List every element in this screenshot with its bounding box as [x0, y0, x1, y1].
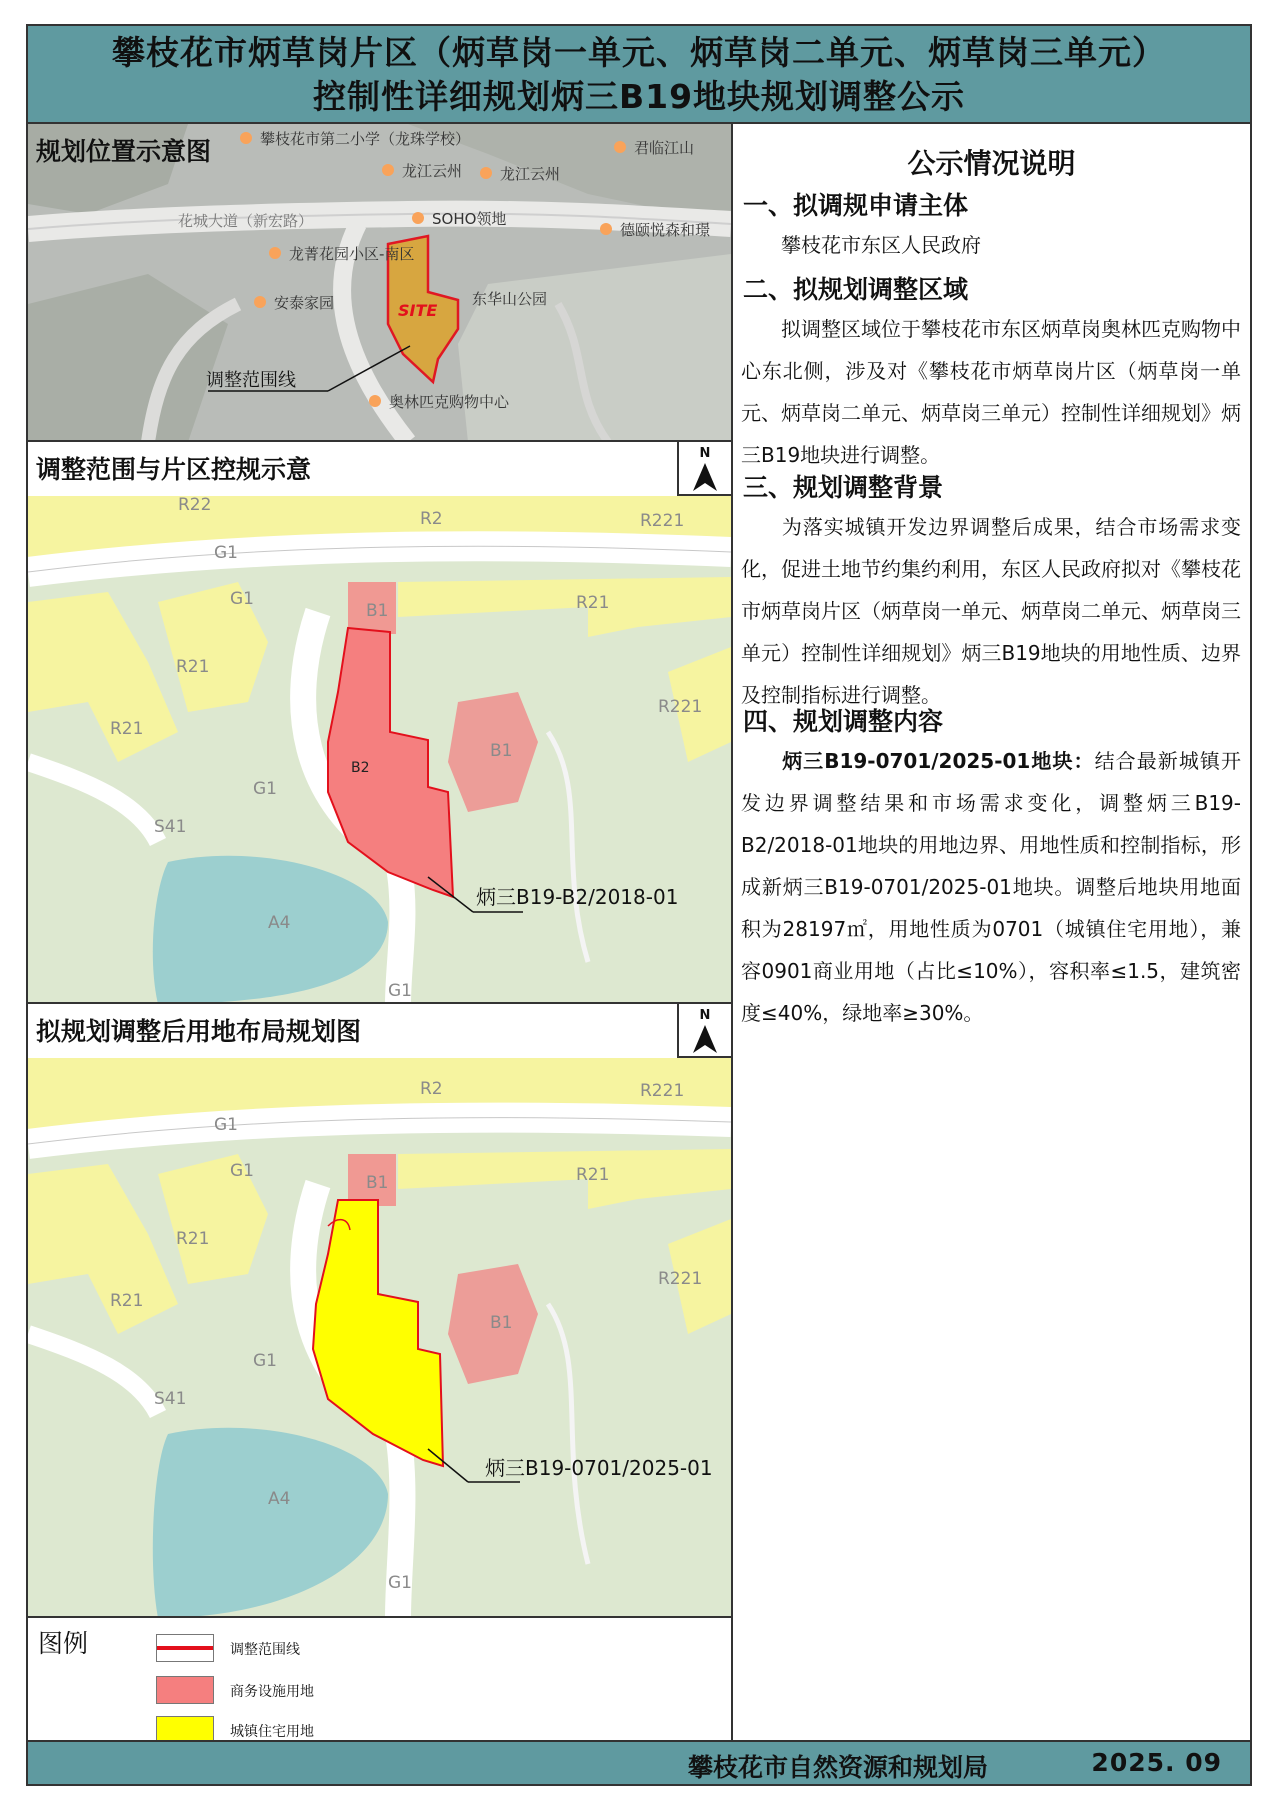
poi-label: SOHO领地 — [432, 210, 507, 228]
area-text: 拟调整区域位于攀枝花市东区炳草岗奥林匹克购物中心东北侧，涉及对《攀枝花市炳草岗片区（炳草岗一单元、炳草岗二单元、炳草岗三单元）控制性详细规划》炳三B19地块进行调整。 — [741, 317, 1241, 467]
north-label: N — [699, 1008, 711, 1023]
section-body — [741, 224, 1241, 266]
current-map-title: 调整范围与片区控规示意 — [36, 455, 312, 484]
location-map-title: 规划位置示意图 — [36, 137, 212, 166]
site-label: SITE — [398, 301, 438, 320]
commercial-swatch — [156, 1676, 214, 1704]
maps-column — [28, 124, 733, 1744]
notice-column — [733, 124, 1250, 1744]
zone-label: G1 — [214, 543, 238, 563]
footer-org: 攀枝花市自然资源和规划局 — [688, 1753, 989, 1782]
current-map-panel — [28, 442, 731, 1004]
page-title-line-2: 控制性详细规划炳三B19地块规划调整公示 — [312, 77, 966, 116]
poi-label: 安泰家园 — [274, 294, 335, 312]
parcel-label: B2 — [351, 760, 370, 776]
legend-label: 调整范围线 — [230, 1642, 300, 1658]
north-arrow-icon — [690, 1025, 720, 1053]
location-map — [28, 124, 731, 442]
content-text: 结合最新城镇开发边界调整结果和市场需求变化，调整炳三B19-B2/2018-01地块的用地边界、用地性质和控制指标，形成新炳三B19-0701/2025-01地块。调整后地块用地面积为28197㎡，用地性质为0701（城镇住宅用地），兼容0901商业用地（占比≤10%），容积率≤1.5，建筑密度≤40%，绿地率≥30%。 — [741, 749, 1241, 1025]
parcel-callout: 炳三B19-0701/2025-01 — [485, 1456, 713, 1480]
poi-label: 君临江山 — [634, 139, 695, 157]
poi-label: 德颐悦森和璟 — [620, 221, 711, 239]
zone-label: G1 — [388, 981, 412, 1001]
poi-label: 龙江云州 — [402, 162, 463, 180]
zone-label: R22 — [178, 495, 212, 515]
parcel-lead: 炳三B19-0701/2025-01地块： — [781, 749, 1095, 773]
zone-label: G1 — [253, 1351, 277, 1371]
road-label: 花城大道（新宏路） — [178, 212, 314, 230]
zone-label: R2 — [420, 509, 443, 529]
notice-title: 公示情况说明 — [907, 147, 1076, 180]
adjusted-map-panel — [28, 1004, 731, 1618]
section-body — [741, 740, 1241, 1034]
adjusted-map-title: 拟规划调整后用地布局规划图 — [36, 1017, 362, 1046]
section-body — [741, 506, 1241, 716]
zone-label: R21 — [576, 1165, 610, 1185]
zone-label: S41 — [154, 1389, 187, 1409]
boundary-line-swatch — [156, 1634, 214, 1662]
zone-label: G1 — [230, 589, 254, 609]
legend-label: 城镇住宅用地 — [230, 1724, 314, 1740]
zone-label: G1 — [388, 1573, 412, 1593]
current-plan-map — [28, 442, 731, 1004]
zone-label: A4 — [268, 1489, 291, 1509]
zone-label: G1 — [230, 1161, 254, 1181]
zone-label: R221 — [658, 1269, 703, 1289]
footer-date: 2025. 09 — [1091, 1748, 1222, 1777]
footer — [28, 1740, 1250, 1784]
zone-label: R221 — [640, 511, 685, 531]
zone-label: R221 — [658, 697, 703, 717]
north-arrow — [677, 1004, 731, 1058]
zone-label: S41 — [154, 817, 187, 837]
legend-label: 商务设施用地 — [230, 1684, 314, 1700]
title-bar — [28, 26, 1250, 124]
zone-label: B1 — [366, 1173, 389, 1193]
north-label: N — [699, 446, 711, 461]
section-heading: 三、规划调整背景 — [743, 473, 944, 502]
zone-label: B1 — [490, 1313, 513, 1333]
north-arrow — [677, 442, 731, 496]
poi-label: 龙菁花园小区-南区 — [289, 245, 415, 263]
zone-label: R21 — [110, 719, 144, 739]
zone-label: R21 — [110, 1291, 144, 1311]
zone-label: R21 — [176, 1229, 210, 1249]
zone-label: R21 — [576, 593, 610, 613]
zone-label: R2 — [420, 1079, 443, 1099]
zone-label: B1 — [490, 741, 513, 761]
parcel-callout: 炳三B19-B2/2018-01 — [476, 885, 679, 909]
zone-label: A4 — [268, 913, 291, 933]
section-heading: 一、拟调规申请主体 — [743, 191, 969, 220]
zone-label: R221 — [640, 1081, 685, 1101]
zone-label: G1 — [214, 1115, 238, 1135]
boundary-callout: 调整范围线 — [206, 370, 296, 391]
location-map-panel — [28, 124, 731, 442]
zone-label: G1 — [253, 779, 277, 799]
section-body — [741, 308, 1241, 476]
poi-label: 龙江云州 — [500, 165, 561, 183]
section-heading: 二、拟规划调整区域 — [743, 275, 969, 304]
poi-label: 奥林匹克购物中心 — [389, 393, 510, 411]
page-title-line-1: 攀枝花市炳草岗片区（炳草岗一单元、炳草岗二单元、炳草岗三单元） — [112, 33, 1166, 72]
north-arrow-icon — [690, 463, 720, 491]
page-frame — [26, 24, 1252, 1786]
applicant-text: 攀枝花市东区人民政府 — [781, 233, 981, 257]
legend — [28, 1618, 731, 1744]
poi-label: 攀枝花市第二小学（龙珠学校） — [260, 130, 471, 148]
zone-label: R21 — [176, 657, 210, 677]
background-text: 为落实城镇开发边界调整后成果，结合市场需求变化，促进土地节约集约利用，东区人民政府拟对《攀枝花市炳草岗片区（炳草岗一单元、炳草岗二单元、炳草岗三单元）控制性详细规划》炳三B19地块的用地性质、边界及控制指标进行调整。 — [741, 515, 1241, 707]
poi-label: 东华山公园 — [472, 290, 548, 308]
zone-label: B1 — [366, 601, 389, 621]
adjusted-plan-map — [28, 1004, 731, 1618]
section-heading: 四、规划调整内容 — [743, 707, 944, 736]
legend-title: 图例 — [38, 1629, 89, 1658]
